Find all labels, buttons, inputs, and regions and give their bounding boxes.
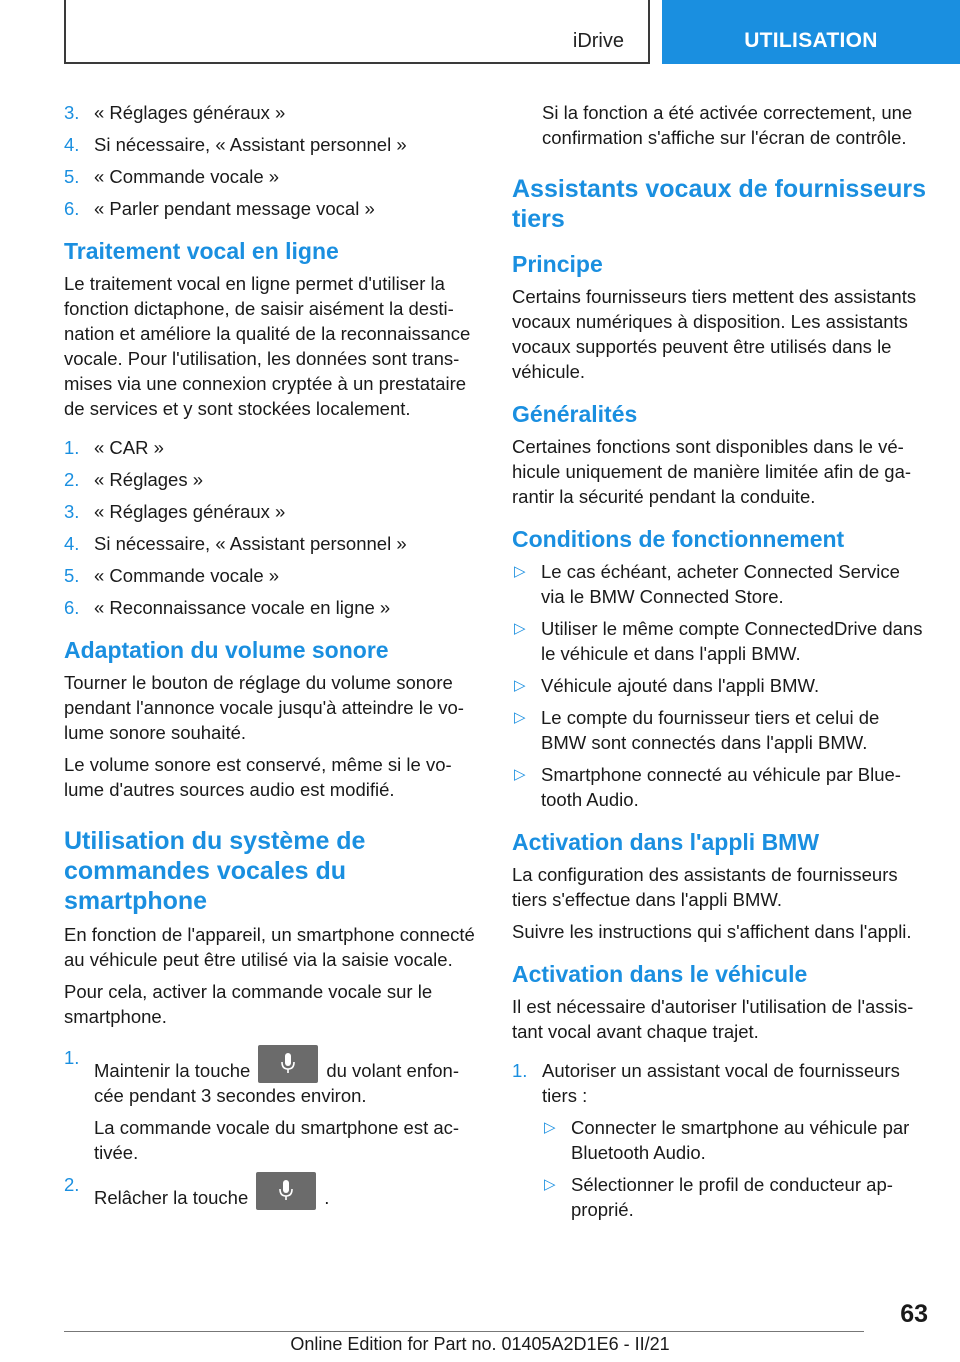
list-item: ▷ Véhicule ajouté dans l'appli BMW. xyxy=(514,675,820,696)
paragraph: Tourner le bouton de réglage du volume sonore pendant l'annonce vocale jusqu'à atteindre le volume sonore souhaité. xyxy=(64,672,464,743)
heading-principle: Principe xyxy=(512,251,603,277)
paragraph: Il est nécessaire d'autoriser l'utilisation de l'assistant vocal avant chaque trajet. xyxy=(512,996,914,1042)
list-item: 6. « Parler pendant message vocal » xyxy=(64,198,375,219)
voice-button-icon xyxy=(258,1045,318,1083)
list-item: 5. « Commande vocale » xyxy=(64,166,280,187)
voice-button-icon xyxy=(256,1172,316,1210)
heading-activation-app: Activation dans l'appli BMW xyxy=(512,829,820,855)
list-item: 3. « Réglages généraux » xyxy=(64,501,286,522)
step-note: La commande vocale du smartphone est activée. xyxy=(94,1117,460,1163)
conditions-list xyxy=(512,559,928,812)
list-item: 4. Si nécessaire, « Assistant personnel » xyxy=(64,533,407,554)
list-item: ▷ Smartphone connecté au véhicule par Bluetooth Audio. xyxy=(514,764,901,810)
heading-conditions: Conditions de fonctionnement xyxy=(512,526,845,552)
paragraph: Le traitement vocal en ligne permet d'utiliser la fonction dictaphone, de saisir aisément la destination et améliore la qualité de la reconnaissance vocale. Pour l'utilisation, les données sont transmises via une connexion cryptée à un prestataire de services et y sont stockées localement. xyxy=(64,273,471,419)
edition-footer: Online Edition for Part no. 01405A2D1E6 - II/21 xyxy=(290,1334,670,1354)
steps-list-vehicle xyxy=(512,1058,928,1222)
bullet-triangle-icon: ▷ xyxy=(514,709,526,726)
paragraph: En fonction de l'appareil, un smartphone connecté au véhicule peut être utilisé via la saisie vocale. xyxy=(64,924,475,970)
list-item: 2. Relâcher la touche . xyxy=(64,1174,330,1208)
heading-online-processing: Traitement vocal en ligne xyxy=(64,238,339,264)
paragraph: La configuration des assistants de fournisseurs tiers s'effectue dans l'appli BMW. xyxy=(512,864,898,910)
left-column xyxy=(64,100,478,1217)
bullet-triangle-icon: ▷ xyxy=(544,1119,556,1136)
paragraph: Le volume sonore est conservé, même si le volume d'autres sources audio est modifié. xyxy=(64,754,452,800)
list-item: 2. « Réglages » xyxy=(64,469,204,490)
list-item: ▷ Le compte du fournisseur tiers et celui de BMW sont connectés dans l'appli BMW. xyxy=(514,707,880,753)
page-number: 63 xyxy=(900,1300,928,1328)
sub-steps-list xyxy=(542,1115,928,1222)
paragraph: Si la fonction a été activée correctement, une confirmation s'affiche sur l'écran de contrôle. xyxy=(542,102,913,148)
heading-general: Généralités xyxy=(512,401,638,427)
list-item: 4. Si nécessaire, « Assistant personnel » xyxy=(64,134,407,155)
paragraph: Certaines fonctions sont disponibles dans le véhicule uniquement de manière limitée afin de garantir la sécurité pendant la conduite. xyxy=(512,436,912,507)
paragraph: Suivre les instructions qui s'affichent dans l'appli. xyxy=(512,921,912,942)
steps-list-smartphone xyxy=(64,1045,478,1210)
steps-list-b xyxy=(64,435,478,620)
list-item: ▷ Le cas échéant, acheter Connected Service via le BMW Connected Store. xyxy=(514,561,900,607)
paragraph: Certains fournisseurs tiers mettent des assistants vocaux numériques à disposition. Les assistants vocaux supportés peuvent être utilisés dans le véhicule. xyxy=(512,286,917,382)
list-item: ▷ Connecter le smartphone au véhicule par Bluetooth Audio. xyxy=(544,1117,910,1163)
list-item: ▷ Utiliser le même compte ConnectedDrive dans le véhicule et dans l'appli BMW. xyxy=(514,618,923,664)
bullet-triangle-icon: ▷ xyxy=(514,766,526,783)
section-title: iDrive xyxy=(572,30,624,52)
list-item: 1. « CAR » xyxy=(64,437,164,458)
heading-smartphone-voice: Utilisation du système de commandes vocales du smartphone xyxy=(64,827,366,915)
header-frame xyxy=(64,0,650,64)
bullet-triangle-icon: ▷ xyxy=(514,620,526,637)
paragraph: Pour cela, activer la commande vocale sur le smartphone. xyxy=(64,981,433,1027)
bullet-triangle-icon: ▷ xyxy=(544,1176,556,1193)
list-item: 1. Autoriser un assistant vocal de fournisseurs tiers : ▷ Connecter le smartphone au véhicule par Bluetooth Audio. ▷ Sélectionner le profil de conducteur approprié. xyxy=(512,1058,928,1222)
bullet-triangle-icon: ▷ xyxy=(514,677,526,694)
list-item: 1. Maintenir la touche du volant enfoncée pendant 3 secondes environ. La commande vocale du smartphone est activée. xyxy=(64,1045,478,1165)
list-item: 6. « Reconnaissance vocale en ligne » xyxy=(64,597,391,618)
list-item: 3. « Réglages généraux » xyxy=(64,102,286,123)
chapter-tab: UTILISATION xyxy=(662,0,960,64)
right-column xyxy=(512,100,928,1229)
steps-list-a xyxy=(64,100,478,221)
footer-divider xyxy=(64,1331,864,1332)
list-item: ▷ Sélectionner le profil de conducteur approprié. xyxy=(544,1174,893,1220)
heading-volume: Adaptation du volume sonore xyxy=(64,637,389,663)
list-item: 5. « Commande vocale » xyxy=(64,565,280,586)
bullet-triangle-icon: ▷ xyxy=(514,563,526,580)
heading-third-party-assistants: Assistants vocaux de fournisseurs tiers xyxy=(512,175,927,233)
heading-activation-vehicle: Activation dans le véhicule xyxy=(512,961,808,987)
